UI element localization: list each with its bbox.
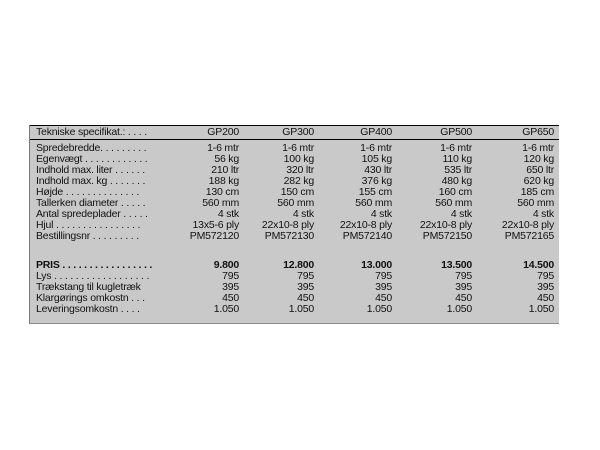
spec-value: 210 ltr (211, 164, 239, 176)
spec-label: Antal spredeplader . . . . . (36, 208, 148, 220)
price-value: 450 (222, 292, 239, 304)
spec-value: 185 cm (520, 186, 554, 198)
spec-label: Hjul . . . . . . . . . . . . . . . . (36, 219, 141, 231)
model-gp200: GP200 (207, 126, 239, 138)
price-label: Leveringsomkostn . . . . (36, 303, 140, 315)
spec-value: 282 kg (283, 175, 314, 187)
price-value: 13.500 (441, 259, 472, 271)
price-value: 395 (375, 281, 392, 293)
spec-value: 560 mm (435, 197, 472, 209)
spec-value: 1-6 mtr (282, 142, 314, 154)
spec-label: Indhold max. kg . . . . . . . (36, 175, 146, 187)
spec-label: Bestillingsnr . . . . . . . . . (36, 230, 139, 242)
spec-value: 13x5-6 ply (192, 219, 239, 231)
spec-value: 120 kg (523, 153, 554, 165)
price-value: 795 (222, 270, 239, 282)
spec-value: 22x10-8 ply (339, 219, 392, 231)
price-value: 450 (375, 292, 392, 304)
price-value: 450 (297, 292, 314, 304)
spec-table (29, 125, 559, 324)
price-label: Klargørings omkostn . . . (36, 292, 145, 304)
spec-value: 650 ltr (526, 164, 554, 176)
price-value: 395 (537, 281, 554, 293)
price-value: 1.050 (213, 303, 239, 315)
spec-value: 105 kg (361, 153, 392, 165)
spec-value: 430 ltr (364, 164, 392, 176)
price-value: 395 (455, 281, 472, 293)
price-value: 395 (297, 281, 314, 293)
spec-value: 480 kg (441, 175, 472, 187)
spec-row (30, 231, 559, 242)
header-row (30, 126, 559, 137)
price-value: 1.050 (446, 303, 472, 315)
spec-value: 376 kg (361, 175, 392, 187)
spec-value: 56 kg (214, 153, 239, 165)
spec-value: 4 stk (292, 208, 314, 220)
model-gp300: GP300 (282, 126, 314, 138)
spec-label: Indhold max. liter . . . . . . (36, 164, 145, 176)
price-value: 1.050 (528, 303, 554, 315)
spec-label: Tallerken diameter . . . . . (36, 197, 146, 209)
header-label: Tekniske specifikat.: . . . . (36, 126, 147, 138)
spec-value: 320 ltr (286, 164, 314, 176)
price-value: 12.800 (283, 259, 314, 271)
spec-value: 1-6 mtr (360, 142, 392, 154)
spec-value: 130 cm (205, 186, 239, 198)
spec-value: 4 stk (370, 208, 392, 220)
spec-value: 4 stk (217, 208, 239, 220)
spec-value: 150 cm (280, 186, 314, 198)
spec-value: PM572165 (504, 230, 554, 242)
price-value: 1.050 (288, 303, 314, 315)
model-gp500: GP500 (440, 126, 472, 138)
price-value: 795 (537, 270, 554, 282)
price-row (30, 304, 559, 315)
spec-value: 160 cm (438, 186, 472, 198)
price-value: 795 (455, 270, 472, 282)
spec-value: PM572120 (189, 230, 239, 242)
spec-value: 1-6 mtr (207, 142, 239, 154)
spec-value: 100 kg (283, 153, 314, 165)
price-value: 795 (297, 270, 314, 282)
price-label: Lys . . . . . . . . . . . . . . . . . . (36, 270, 150, 282)
spec-value: 22x10-8 ply (261, 219, 314, 231)
spec-value: 535 ltr (444, 164, 472, 176)
spec-value: 1-6 mtr (522, 142, 554, 154)
spec-value: 620 kg (523, 175, 554, 187)
spec-value: 4 stk (450, 208, 472, 220)
spec-value: 4 stk (532, 208, 554, 220)
spec-value: 22x10-8 ply (419, 219, 472, 231)
spec-value: 1-6 mtr (440, 142, 472, 154)
price-value: 1.050 (366, 303, 392, 315)
spec-value: 22x10-8 ply (501, 219, 554, 231)
spec-value: 560 mm (277, 197, 314, 209)
model-gp400: GP400 (360, 126, 392, 138)
price-value: 395 (222, 281, 239, 293)
spec-value: 560 mm (202, 197, 239, 209)
spec-value: 560 mm (517, 197, 554, 209)
price-value: 13.000 (361, 259, 392, 271)
spec-value: 560 mm (355, 197, 392, 209)
spec-value: 155 cm (358, 186, 392, 198)
spec-value: PM572150 (422, 230, 472, 242)
price-value: 9.800 (213, 259, 239, 271)
price-value: 450 (455, 292, 472, 304)
price-value: 450 (537, 292, 554, 304)
spec-label: Egenvægt . . . . . . . . . . . . (36, 153, 148, 165)
price-label: Trækstang til kugletræk (36, 281, 141, 293)
model-gp650: GP650 (522, 126, 554, 138)
spec-value: PM572140 (342, 230, 392, 242)
price-value: 14.500 (523, 259, 554, 271)
spec-value: 188 kg (208, 175, 239, 187)
price-value: 795 (375, 270, 392, 282)
spec-value: 110 kg (442, 153, 472, 165)
spec-label: Højde . . . . . . . . . . . . . . (36, 186, 140, 198)
spec-label: Spredebredde. . . . . . . . . (36, 142, 147, 154)
price-label: PRIS . . . . . . . . . . . . . . . . . (36, 259, 153, 271)
spec-value: PM572130 (264, 230, 314, 242)
